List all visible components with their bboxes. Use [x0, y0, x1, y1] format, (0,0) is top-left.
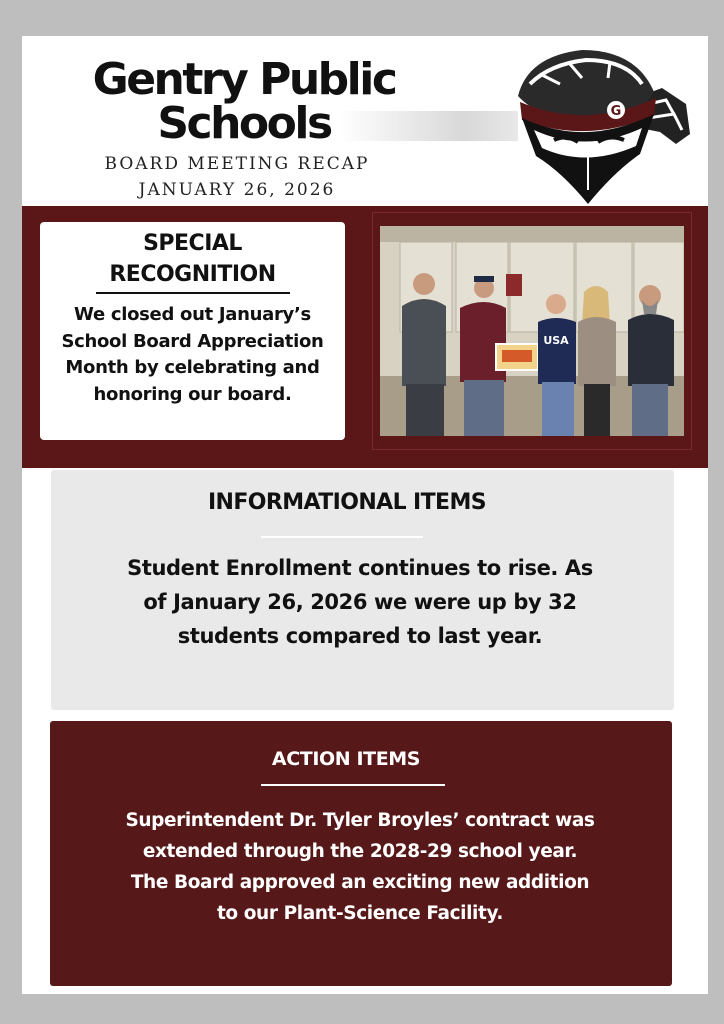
title-line-2: Schools [157, 98, 331, 149]
shirt-text: USA [543, 334, 569, 347]
action-item-contract: Superintendent Dr. Tyler Broyles’ contract was extended through the 2028-29 school year. [125, 810, 595, 862]
photo-frame [372, 212, 692, 450]
action-items-heading: ACTION ITEMS [271, 748, 421, 770]
recognition-heading-line-1: SPECIAL [143, 231, 242, 256]
pioneer-mascot-icon [490, 44, 692, 206]
action-items-text [120, 805, 600, 929]
action-divider [261, 784, 445, 786]
informational-items-panel [51, 470, 674, 710]
meeting-date: JANUARY 26, 2026 [138, 180, 336, 200]
svg-text:G: G [610, 104, 622, 119]
special-recognition-card [40, 222, 345, 440]
action-item-facility: The Board approved an exciting new addition to our Plant-Science Facility. [130, 872, 590, 924]
group-photo-icon [380, 226, 684, 436]
recognition-heading-line-2: RECOGNITION [109, 262, 276, 287]
enrollment-text: Student Enrollment continues to rise. As of January 26, 2026 we were up by 32 students compared to last year. [127, 556, 593, 648]
title-line-1: Gentry Public [92, 54, 396, 105]
informational-items-heading: INFORMATIONAL ITEMS [207, 490, 487, 515]
special-recognition-band [22, 206, 708, 468]
special-recognition-heading [40, 228, 345, 294]
recognition-text: We closed out January’s School Board Appreciation Month by celebrating and honoring our board. [61, 304, 324, 405]
action-items-panel [50, 721, 672, 986]
subtitle: BOARD MEETING RECAP [104, 154, 370, 174]
heading-underline [96, 292, 290, 294]
informational-divider [261, 536, 423, 538]
newsletter-page [22, 36, 708, 994]
